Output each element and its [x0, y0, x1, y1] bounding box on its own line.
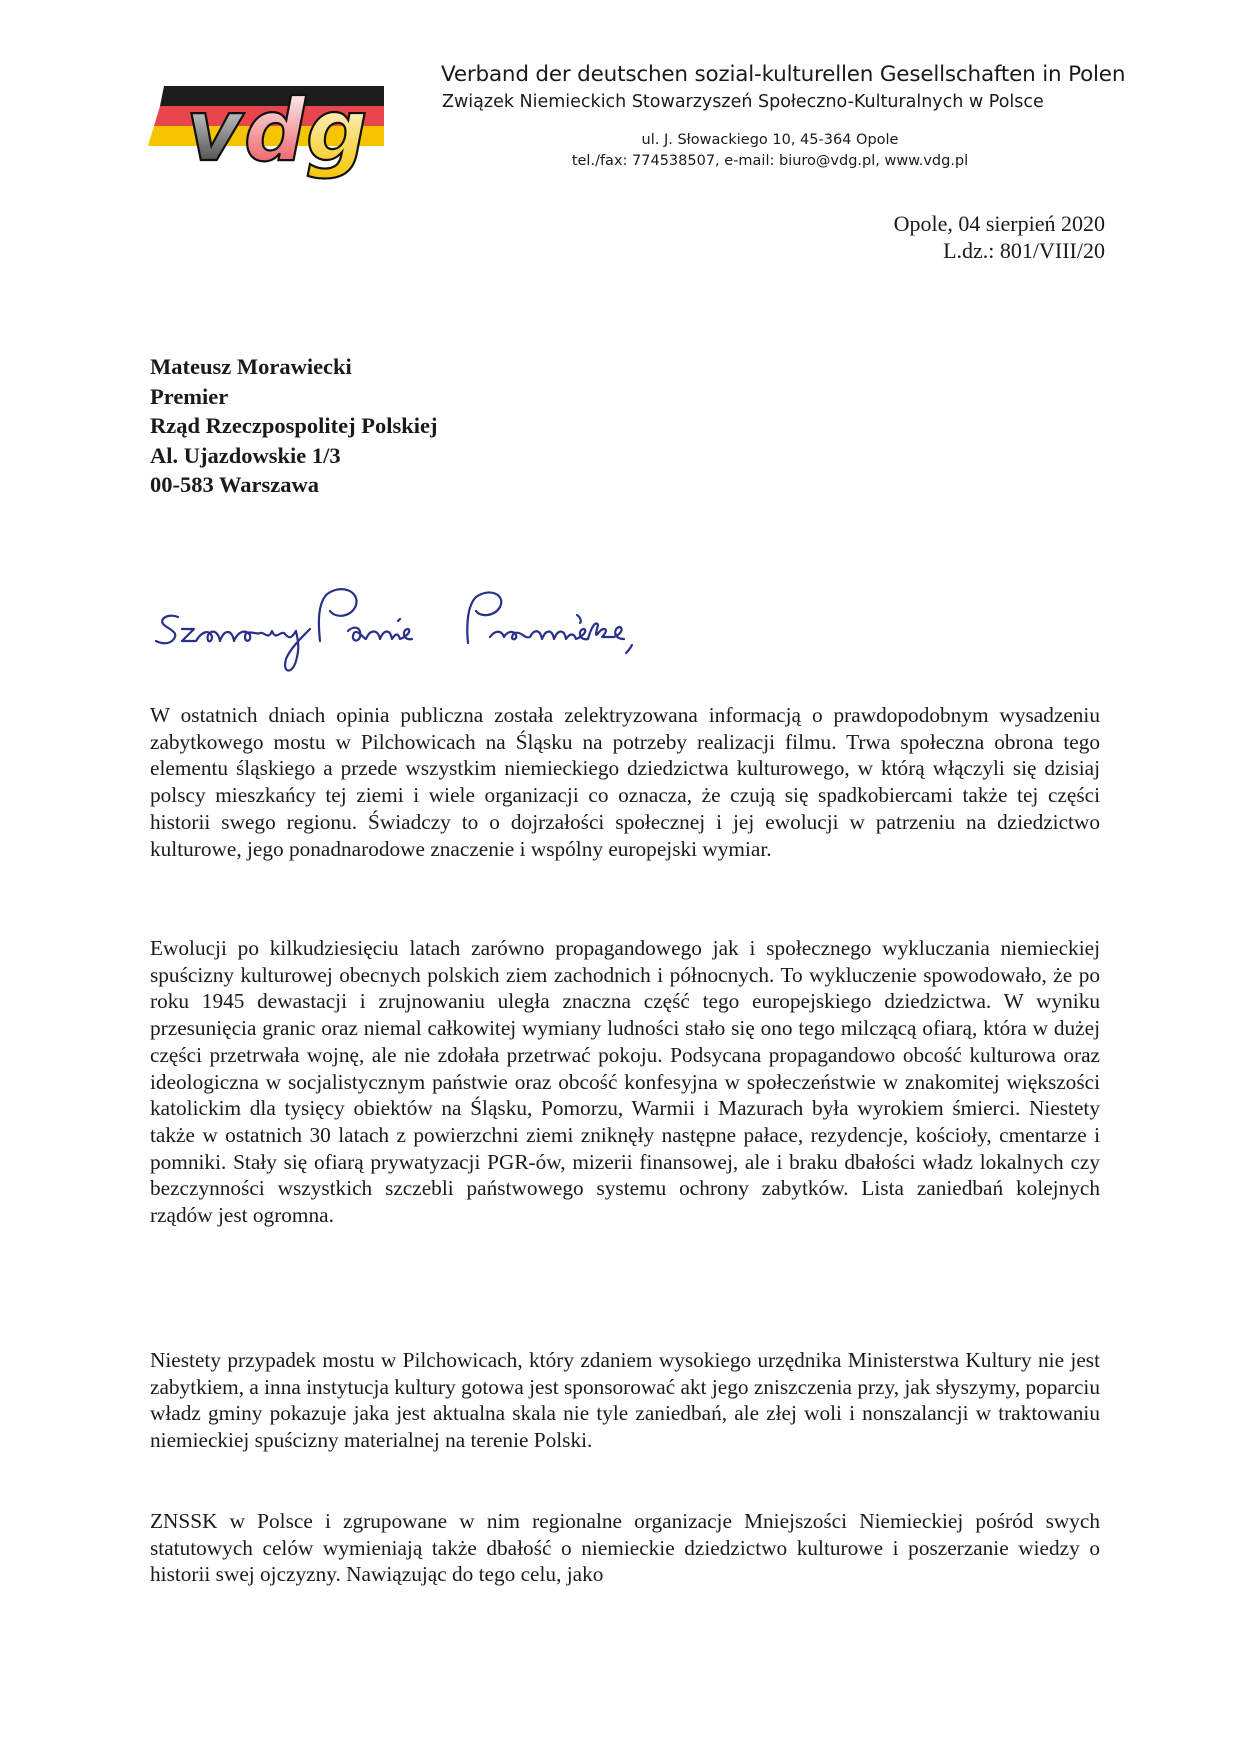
recipient-city: 00-583 Warszawa	[150, 472, 319, 497]
place-date: Opole, 04 sierpień 2020	[893, 211, 1105, 236]
organization-contact	[540, 130, 1000, 172]
body-paragraph-2	[150, 935, 1100, 1229]
handwriting-strokes	[150, 575, 910, 685]
date-block	[894, 210, 1105, 264]
recipient-address	[150, 352, 437, 500]
recipient-street: Al. Ujazdowskie 1/3	[150, 442, 341, 468]
org-contact-line: tel./fax: 774538507, e-mail: biuro@vdg.pl, www.vdg.pl	[571, 153, 969, 169]
logo-letter-g: g	[306, 81, 368, 181]
reference-number: L.dz.: 801/VIII/20	[943, 238, 1105, 263]
organization-names	[441, 60, 1126, 114]
vdg-logo	[144, 62, 394, 182]
handwritten-salutation	[150, 575, 910, 685]
body-paragraph-3	[150, 1347, 1100, 1454]
org-name-polish: Związek Niemieckich Stowarzyszeń Społeczno-Kulturalnych w Polsce	[442, 92, 1044, 112]
paragraph-text: W ostatnich dniach opinia publiczna została zelektryzowana informacją o prawdopodobnym wysadzeniu zabytkowego mostu w Pilchowicach na Śląsku na potrzeby realizacji filmu. Trwa społeczna obrona tego elementu śląskiego a przede wszystkim niemieckiego dziedzictwa kulturowego, w którą włączyli się dzisiaj polscy mieszkańcy tej ziemi i wiele organizacji co oznacza, że czują się spadkobiercami także tej części historii swego regionu. Świadczy to o dojrzałości społecznej i jej ewolucji w patrzeniu na dziedzictwo kulturowe, jego ponadnarodowe znaczenie i wspólny europejski wymiar.	[150, 703, 1100, 861]
paragraph-text: ZNSSK w Polsce i zgrupowane w nim regionalne organizacje Mniejszości Niemieckiej pośród swych statutowych celów wymieniają także dbałość o niemieckie dziedzictwo kulturowe i poszerzanie wiedzy o historii swej ojczyzny. Nawiązując do tego celu, jako	[150, 1509, 1100, 1587]
paragraph-text: Ewolucji po kilkudziesięciu latach zarówno propagandowego jak i społecznego wykluczania niemieckiej spuścizny kulturowej obecnych polskich ziem zachodnich i północnych. To wykluczenie spowodowało, że po roku 1945 dewastacji i zrujnowaniu uległa znaczna część tego europejskiego dziedzictwa. W wyniku przesunięcia granic oraz niemal całkowitej wymiany ludności stało się ono tego milczącą ofiarą, która w dużej części przetrwała wojnę, ale nie zdołała przetrwać pokoju. Podsycana propagandowo obcość kulturowa oraz ideologiczna w socjalistycznym państwie oraz obcość konfesyjna w społeczeństwie w znakomitej większości katolickim dla tysięcy obiektów na Śląsku, Pomorzu, Warmii i Mazurach była wyrokiem śmierci. Niestety także w ostatnich 30 latach z powierzchni ziemi zniknęły następne pałace, rezydencje, kościoły, cmentarze i pomniki. Stały się ofiarą prywatyzacji PGR-ów, mizerii finansowej, ale i braku dbałości władz lokalnych czy bezczynności wszystkich szczebli państwowego systemu ochrony zabytków. Lista zaniedbań kolejnych rządów jest ogromna.	[150, 936, 1100, 1228]
recipient-institution: Rząd Rzeczpospolitej Polskiej	[150, 413, 438, 438]
recipient-title: Premier	[150, 383, 229, 409]
recipient-name: Mateusz Morawiecki	[150, 354, 352, 379]
org-name-german: Verband der deutschen sozial-kulturellen Gesellschaften in Polen	[441, 62, 1126, 87]
body-paragraph-1	[150, 702, 1100, 862]
org-address: ul. J. Słowackiego 10, 45-364 Opole	[641, 132, 899, 148]
paragraph-text: Niestety przypadek mostu w Pilchowicach, który zdaniem wysokiego urzędnika Ministerstwa Kultury nie jest zabytkiem, a inna instytucja kultury gotowa jest sponsorować akt jego zniszczenia przy, jak słyszymy, poparciu władz gminy pokazuje jaka jest aktualna skala nie tyle zaniedbań, ale złej woli i nonszalancji w traktowaniu niemieckiej spuścizny materialnej na terenie Polski.	[150, 1348, 1100, 1453]
logo-letter-v: v	[186, 81, 243, 181]
body-paragraph-4	[150, 1508, 1100, 1588]
logo-letter-d: d	[244, 81, 306, 181]
